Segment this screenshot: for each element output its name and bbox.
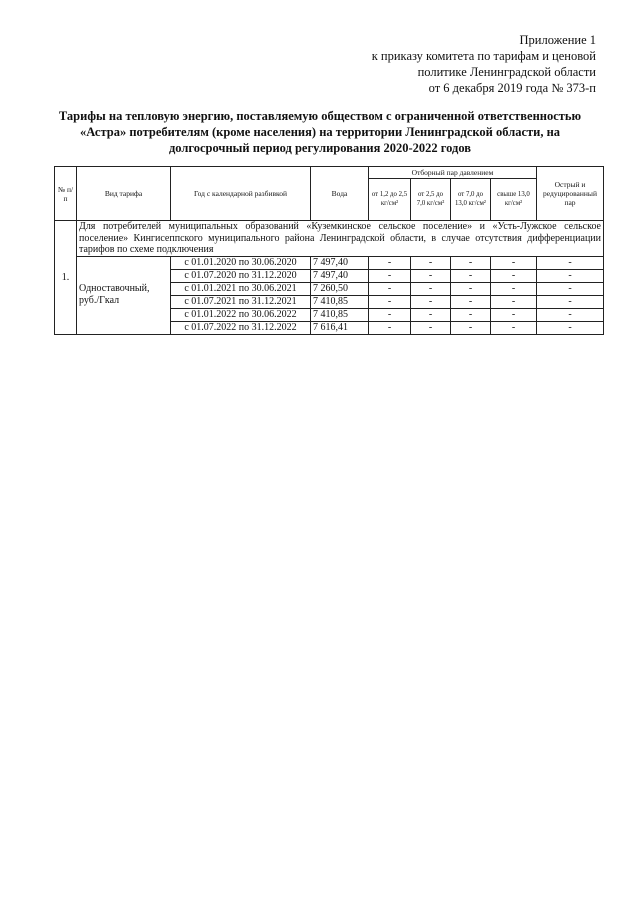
row-number: 1. bbox=[55, 221, 77, 335]
period-cell: с 01.07.2020 по 31.12.2020 bbox=[171, 269, 311, 282]
appendix-line: к приказу комитета по тарифам и ценовой bbox=[371, 49, 596, 63]
water-value: 7 410,85 bbox=[311, 295, 369, 308]
p3-value: - bbox=[451, 321, 491, 334]
consumer-description: Для потребителей муниципальных образований «Куземкинское сельское поселение» и «Усть-Лужское сельское поселение» Кингисеппского муниципального района Ленинградской области, в случае отсутствия дифференциации тарифов по схеме подключения bbox=[77, 221, 604, 257]
header-water: Вода bbox=[311, 167, 369, 221]
p1-value: - bbox=[369, 269, 411, 282]
p2-value: - bbox=[411, 321, 451, 334]
p3-value: - bbox=[451, 269, 491, 282]
p4-value: - bbox=[491, 295, 537, 308]
sharp-value: - bbox=[537, 295, 604, 308]
p2-value: - bbox=[411, 295, 451, 308]
p1-value: - bbox=[369, 256, 411, 269]
water-value: 7 497,40 bbox=[311, 269, 369, 282]
p3-value: - bbox=[451, 256, 491, 269]
sharp-value: - bbox=[537, 321, 604, 334]
appendix-line: Приложение 1 bbox=[519, 33, 596, 47]
period-cell: с 01.07.2021 по 31.12.2021 bbox=[171, 295, 311, 308]
water-value: 7 616,41 bbox=[311, 321, 369, 334]
header-tariff-type: Вид тарифа bbox=[77, 167, 171, 221]
water-value: 7 410,85 bbox=[311, 308, 369, 321]
p2-value: - bbox=[411, 308, 451, 321]
p4-value: - bbox=[491, 256, 537, 269]
p2-value: - bbox=[411, 256, 451, 269]
water-value: 7 497,40 bbox=[311, 256, 369, 269]
sharp-value: - bbox=[537, 282, 604, 295]
appendix-header bbox=[296, 32, 596, 96]
document-title: Тарифы на тепловую энергию, поставляемую обществом с ограниченной ответственностью «Астра» потребителям (кроме населения) на территории Ленинградской области, на долгосрочный период регулирования 2020-2022 годов bbox=[58, 109, 582, 155]
p4-value: - bbox=[491, 321, 537, 334]
p3-value: - bbox=[451, 295, 491, 308]
p4-value: - bbox=[491, 282, 537, 295]
header-year: Год с календарной разбивкой bbox=[171, 167, 311, 221]
water-value: 7 260,50 bbox=[311, 282, 369, 295]
period-cell: с 01.01.2021 по 30.06.2021 bbox=[171, 282, 311, 295]
header-sharp-steam: Острый и редуцированный пар bbox=[537, 167, 604, 221]
p1-value: - bbox=[369, 295, 411, 308]
tariff-table bbox=[54, 166, 604, 335]
p3-value: - bbox=[451, 282, 491, 295]
header-pressure-2: от 2,5 до 7,0 кг/см² bbox=[411, 179, 451, 221]
p2-value: - bbox=[411, 282, 451, 295]
period-cell: с 01.01.2020 по 30.06.2020 bbox=[171, 256, 311, 269]
sharp-value: - bbox=[537, 256, 604, 269]
appendix-line: политике Ленинградской области bbox=[417, 65, 596, 79]
period-cell: с 01.07.2022 по 31.12.2022 bbox=[171, 321, 311, 334]
header-num: № п/п bbox=[55, 167, 77, 221]
p1-value: - bbox=[369, 308, 411, 321]
header-pressure-4: свыше 13,0 кг/см² bbox=[491, 179, 537, 221]
sharp-value: - bbox=[537, 269, 604, 282]
table-row bbox=[55, 256, 604, 269]
p2-value: - bbox=[411, 269, 451, 282]
p1-value: - bbox=[369, 321, 411, 334]
period-cell: с 01.01.2022 по 30.06.2022 bbox=[171, 308, 311, 321]
header-pressure-1: от 1,2 до 2,5 кг/см² bbox=[369, 179, 411, 221]
header-pressure-3: от 7,0 до 13,0 кг/см² bbox=[451, 179, 491, 221]
header-steam-group: Отборный пар давлением bbox=[369, 167, 537, 179]
sharp-value: - bbox=[537, 308, 604, 321]
p1-value: - bbox=[369, 282, 411, 295]
p3-value: - bbox=[451, 308, 491, 321]
tariff-type-cell: Одноставочный, руб./Гкал bbox=[77, 256, 171, 334]
p4-value: - bbox=[491, 308, 537, 321]
p4-value: - bbox=[491, 269, 537, 282]
appendix-line: от 6 декабря 2019 года № 373-п bbox=[428, 81, 596, 95]
